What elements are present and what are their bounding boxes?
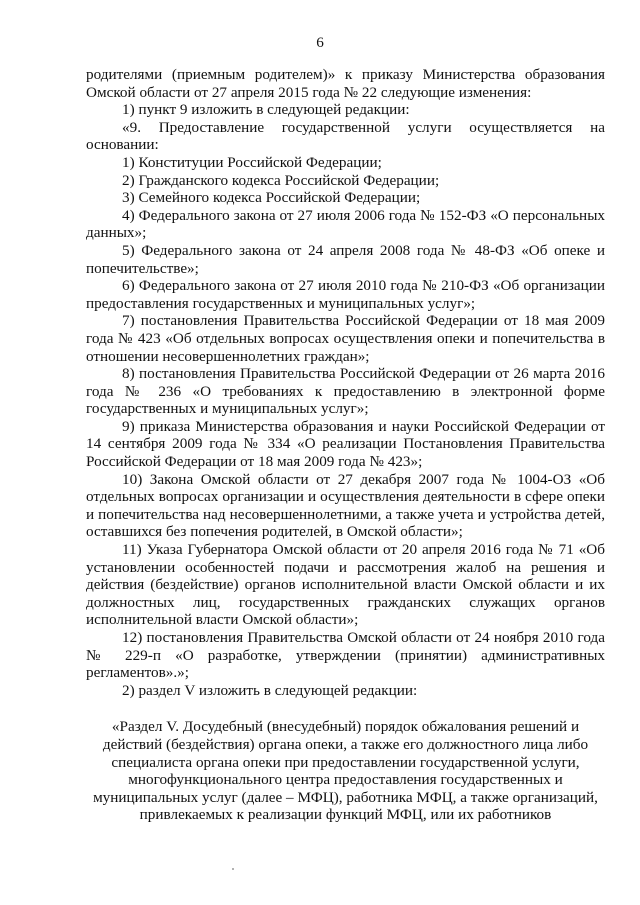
scan-speck [232,868,234,870]
section-heading: «Раздел V. Досудебный (внесудебный) порядок обжалования решений и действий (бездействия) органа опеки, а также его должностного лица либо специалиста органа опеки при предоставлении государственной услуги, многофункционального центра предоставления государственных и муниципальных услуг (далее – МФЦ), работника МФЦ, а также организаций, привлекаемых к реализации функций МФЦ, или их работников [93,718,598,824]
paragraph-item-1: 1) пункт 9 изложить в следующей редакции: [122,101,410,119]
legal-basis-item: 5) Федерального закона от 24 апреля 2008 года № 48-ФЗ «Об опеке и попечительстве»; [86,241,605,277]
page-number: 6 [316,34,324,51]
legal-basis-item: 4) Федерального закона от 27 июля 2006 года № 152-ФЗ «О персональных данных»; [86,206,605,242]
legal-basis-item: 3) Семейного кодекса Российской Федерации; [122,189,421,207]
legal-basis-item: 12) постановления Правительства Омской области от 24 ноября 2010 года № 229-п «О разработке, утверждении (принятии) административных регламентов».»; [86,629,605,682]
legal-basis-item: 11) Указа Губернатора Омской области от 20 апреля 2016 года № 71 «Об установлении особенностей подачи и рассмотрения жалоб на решения и действия (бездействие) органов исполнительной власти Омской области и их должностных лиц, государственных гражданских служащих органов исполнительной власти Омской области»; [86,541,605,629]
legal-basis-item: 10) Закона Омской области от 27 декабря 2007 года № 1004-ОЗ «Об отдельных вопросах организации и осуществления деятельности в сфере опеки и попечительства над несовершеннолетними, а также учета и устройства детей, оставшихся без попечения родителей, в Омской области»; [86,470,605,541]
document-body [86,66,605,824]
paragraph-item-2: 2) раздел V изложить в следующей редакции: [122,681,418,699]
legal-basis-item: 7) постановления Правительства Российской Федерации от 18 мая 2009 года № 423 «Об отдельных вопросах осуществления опеки и попечительства в отношении несовершеннолетних граждан»; [86,312,605,365]
legal-basis-item: 8) постановления Правительства Российской Федерации от 26 марта 2016 года № 236 «О требованиях к предоставлению в электронной форме государственных и муниципальных услуг»; [86,365,605,418]
paragraph-clause-9: «9. Предоставление государственной услуги осуществляется на основании: [86,118,605,154]
legal-basis-item: 9) приказа Министерства образования и науки Российской Федерации от 14 сентября 2009 года № 334 «О реализации Постановления Правительства Российской Федерации от 18 мая 2009 года № 423»; [86,417,605,471]
legal-basis-item: 2) Гражданского кодекса Российской Федерации; [122,171,440,189]
legal-basis-item: 6) Федерального закона от 27 июля 2010 года № 210-ФЗ «Об организации предоставления государственных и муниципальных услуг»; [86,277,605,312]
paragraph-intro: родителями (приемным родителем)» к приказу Министерства образования Омской области от 27 апреля 2015 года № 22 следующие изменения: [86,66,605,101]
legal-basis-item: 1) Конституции Российской Федерации; [122,153,382,171]
